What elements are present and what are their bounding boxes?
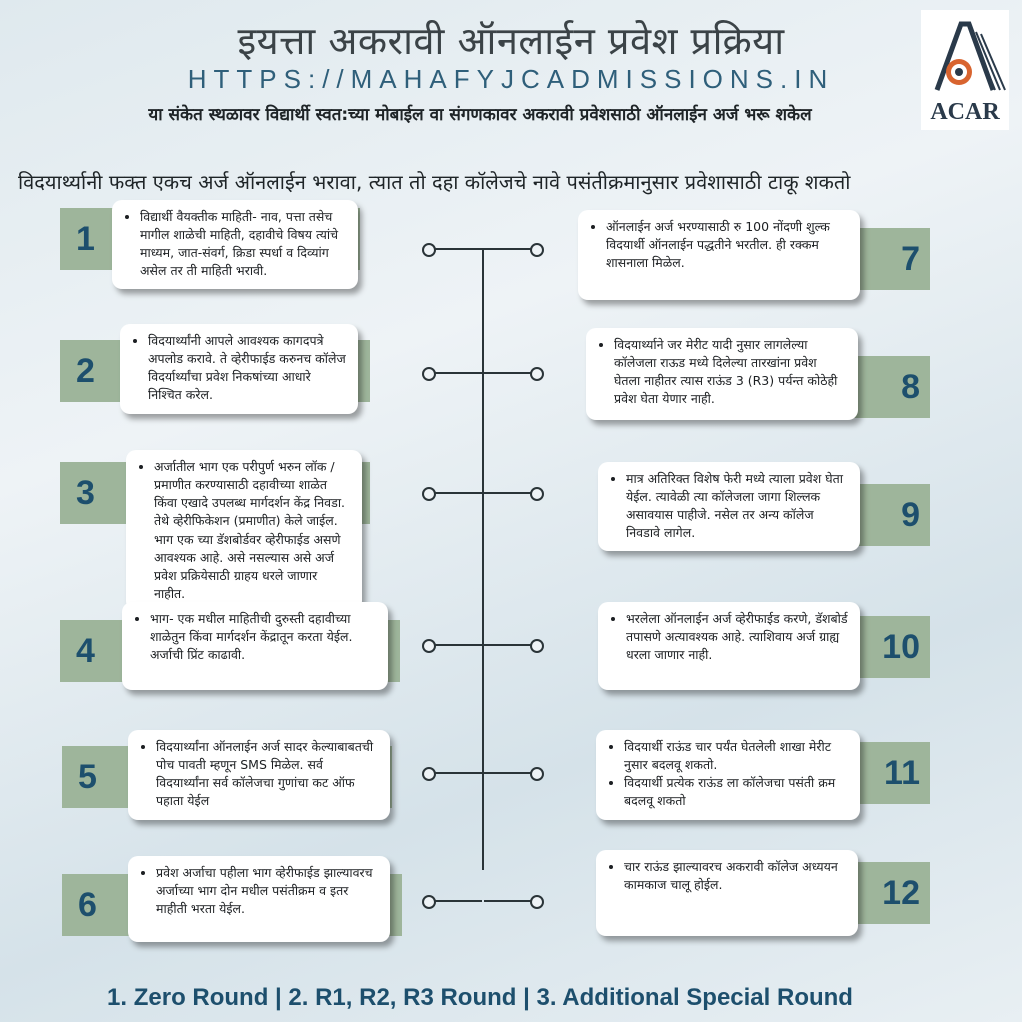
step-10-list <box>610 610 848 664</box>
step-card-9 <box>598 462 860 551</box>
step-7-item: • ऑनलाईन अर्ज भरण्यासाठी रु 100 नोंदणी शुल्क विदयार्थी ऑनलाईन पद्धतीने भरतील. ही रक्कम शासनाला मिळेल. <box>606 218 848 272</box>
step-10-dot <box>530 639 544 653</box>
logo-emblem-icon <box>921 10 1009 105</box>
step-7-connector <box>484 248 534 250</box>
step-4-item: • भाग- एक मधील माहितीची दुरुस्ती दहावीच्या शाळेतुन किंवा मार्गदर्शन केंद्रातून करता येईल. अर्जाची प्रिंट काढावी. <box>150 610 376 664</box>
step-2-connector <box>432 372 482 374</box>
step-5-connector <box>432 772 482 774</box>
step-4-connector <box>432 644 482 646</box>
step-12-list <box>608 858 846 894</box>
acar-logo <box>921 10 1009 130</box>
step-card-6 <box>128 856 390 942</box>
step-12-connector <box>484 900 534 902</box>
step-1-item: • विद्यार्थी वैयक्तीक माहिती- नाव, पत्ता तसेच मागील शाळेची माहिती, दहावीचे विषय त्यांचे माध्यम, जात-संवर्ग, क्रिडा स्पर्धा व दिव्यांग असेल तर ती माहिती भरावी. <box>140 208 346 281</box>
step-11-item: • विदयार्थी राऊंड चार पर्यंत घेतलेली शाखा मेरीट नुसार बदलवू शकतो. <box>624 738 848 774</box>
step-number-7: 7 <box>856 228 930 290</box>
step-8-list <box>598 336 846 409</box>
subheading: या संकेत स्थळावर विद्यार्थी स्वत:च्या मोबाईल वा संगणकावर अकरावी प्रवेशसाठी ऑनलाईन अर्ज भरू शकेल <box>148 105 812 125</box>
page-title: इयत्ता अकरावी ऑनलाईन प्रवेश प्रक्रिया <box>237 19 785 63</box>
step-1-list <box>124 208 346 281</box>
step-12-dot <box>530 895 544 909</box>
step-11-connector <box>484 772 534 774</box>
step-number-12: 12 <box>856 862 930 924</box>
step-6-connector <box>432 900 482 902</box>
website-url[interactable]: HTTPS://MAHAFYJCADMISSIONS.IN <box>187 64 835 94</box>
step-3-connector <box>432 492 482 494</box>
step-7-list <box>590 218 848 272</box>
step-11-item: • विदयार्थी प्रत्येक राऊंड ला कॉलेजचा पसंती क्रम बदलवू शकतो <box>624 774 848 810</box>
step-card-4 <box>122 602 388 690</box>
step-3-list <box>138 458 350 603</box>
step-number-2: 2 <box>60 340 140 402</box>
timeline-spine <box>482 248 484 870</box>
step-number-4: 4 <box>60 620 140 682</box>
step-card-3 <box>126 450 362 611</box>
step-5-item: • विदयार्थ्यांना ऑनलाईन अर्ज सादर केल्याबाबतची पोच पावती म्हणून SMS मिळेल. सर्व विदयार्थ्यांना सर्व कॉलेजचा गुणांचा कट ऑफ पहाता येईल <box>156 738 378 811</box>
step-2-item: • विदयार्थ्यांनी आपले आवश्यक कागदपत्रे अपलोड करावे. ते व्हेरीफाईड करुनच कॉलेज विदर्यार्थ्यांचा प्रवेश निकषांच्या आधारे निश्चित करेल. <box>148 332 346 405</box>
step-number-11: 11 <box>856 742 930 804</box>
step-card-8 <box>586 328 858 420</box>
step-number-1: 1 <box>60 208 140 270</box>
step-6-list <box>140 864 378 918</box>
step-11-list <box>608 738 848 811</box>
step-card-1 <box>112 200 358 289</box>
step-7-dot <box>530 243 544 257</box>
step-card-12 <box>596 850 858 936</box>
step-card-5 <box>128 730 390 820</box>
step-4-dot <box>422 639 436 653</box>
step-1-connector <box>432 248 482 250</box>
step-9-item: • मात्र अतिरिक्त विशेष फेरी मध्ये त्याला प्रवेश घेता येईल. त्यावेळी त्या कॉलेजला जागा शिल्लक असावयास पाहीजे. नसेल तर अन्य कॉलेज निवडावे लागेल. <box>626 470 848 543</box>
step-5-list <box>140 738 378 811</box>
rounds-footer: 1. Zero Round | 2. R1, R2, R3 Round | 3. Additional Special Round <box>107 984 853 1011</box>
step-8-dot <box>530 367 544 381</box>
step-8-item: • विदयार्थ्याने जर मेरीट यादी नुसार लागलेल्या कॉलेजला राऊड मध्ये दिलेल्या तारखांना प्रवेश घेतला नाहीतर त्यास राऊंड 3 (R3) पर्यन्त कोठेही प्रवेश घेता येणार नाही. <box>614 336 846 409</box>
step-9-dot <box>530 487 544 501</box>
step-9-list <box>610 470 848 543</box>
step-2-dot <box>422 367 436 381</box>
step-2-list <box>132 332 346 405</box>
logo-text: ACAR <box>930 99 1000 125</box>
step-4-list <box>134 610 376 664</box>
step-number-3: 3 <box>60 462 140 524</box>
step-card-11 <box>596 730 860 820</box>
step-number-8: 8 <box>856 356 930 418</box>
step-6-dot <box>422 895 436 909</box>
step-8-connector <box>484 372 534 374</box>
step-card-10 <box>598 602 860 690</box>
step-10-connector <box>484 644 534 646</box>
step-1-dot <box>422 243 436 257</box>
headline: विदयार्थ्यानी फक्त एकच अर्ज ऑनलाईन भरावा, त्यात तो दहा कॉलेजचे नावे पसंतीक्रमानुसार प्रवेशासाठी टाकू शकतो <box>18 170 851 194</box>
step-number-5: 5 <box>62 746 142 808</box>
step-5-dot <box>422 767 436 781</box>
step-3-dot <box>422 487 436 501</box>
step-9-connector <box>484 492 534 494</box>
step-3-item: • अर्जातील भाग एक परीपुर्ण भरुन लॉक / प्रमाणीत करण्यासाठी दहावीच्या शाळेत किंवा एखादे उपलब्ध मार्गदर्शन केंद्र निवडा. तेथे व्हेरीफिकेशन (प्रमाणीत) केले जाईल. भाग एक च्या डॅशबोर्डवर व्हेरीफाईड असणे आवश्यक आहे. असे नसल्यास असे अर्ज प्रवेश प्रक्रियेसाठी ग्राहय धरले जाणार नाहीत. <box>154 458 350 603</box>
step-6-item: • प्रवेश अर्जाचा पहीला भाग व्हेरीफाईड झाल्यावरच अर्जाच्या भाग दोन मधील पसंतीक्रम व इतर माहीती भरता येईल. <box>156 864 378 918</box>
step-card-2 <box>120 324 358 414</box>
step-10-item: • भरलेला ऑनलाईन अर्ज व्हेरीफाईड करणे, डॅशबोर्ड तपासणे अत्यावश्यक आहे. त्याशिवाय अर्ज ग्राह्य धरला जाणार नाही. <box>626 610 848 664</box>
step-number-10: 10 <box>856 616 930 678</box>
step-12-item: • चार राऊंड झाल्यावरच अकरावी कॉलेज अध्ययन कामकाज चालू होईल. <box>624 858 846 894</box>
step-11-dot <box>530 767 544 781</box>
step-number-9: 9 <box>856 484 930 546</box>
step-card-7 <box>578 210 860 300</box>
step-number-6: 6 <box>62 874 142 936</box>
